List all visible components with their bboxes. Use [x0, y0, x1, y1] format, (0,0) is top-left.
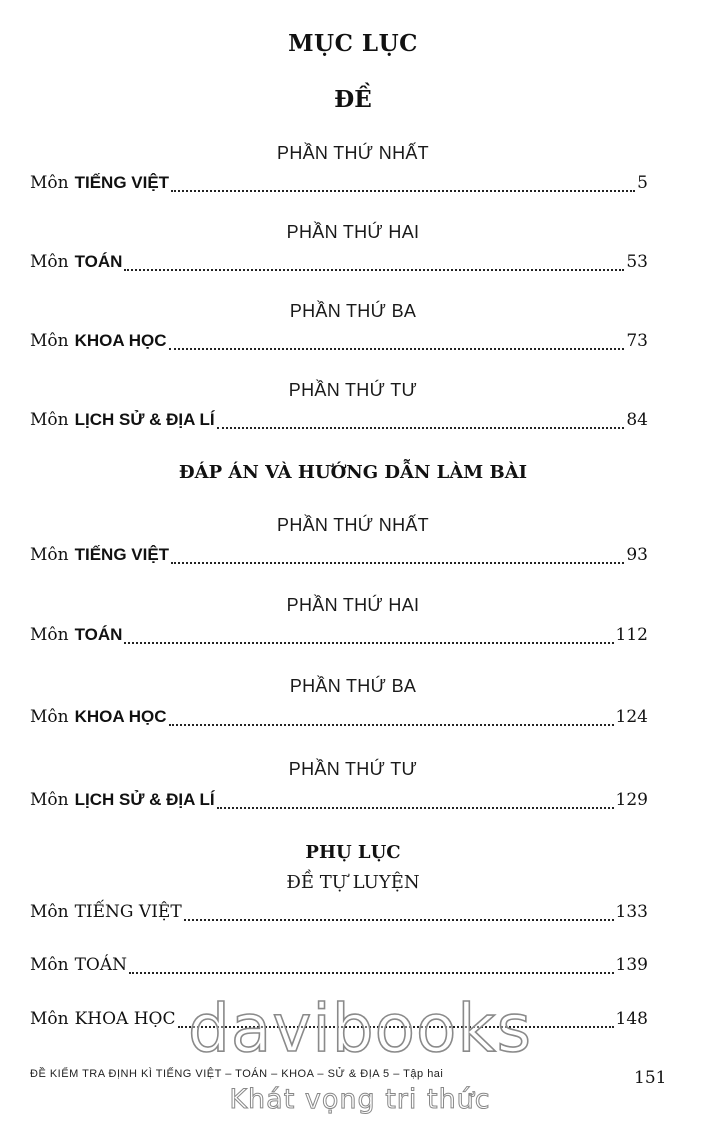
mon-label: Môn	[30, 173, 69, 193]
subject-name: TIẾNG VIỆT	[74, 173, 170, 192]
mon-label: Môn	[30, 252, 69, 272]
mon-label: Môn	[30, 790, 69, 810]
page-title: MỤC LỤC	[288, 30, 418, 57]
running-footer-title: ĐỀ KIỂM TRA ĐỊNH KÌ TIẾNG VIỆT – TOÁN – KHOA – SỬ & ĐỊA 5 – Tập hai	[30, 1068, 444, 1080]
appendix-subtitle: ĐỀ TỰ LUYỆN	[286, 872, 420, 893]
subject-name: KHOA HỌC	[74, 331, 167, 350]
mon-label: Môn	[30, 545, 69, 565]
toc-entry[interactable]	[30, 790, 648, 816]
section-heading-de: ĐỀ	[334, 86, 372, 113]
dot-leader	[217, 427, 625, 429]
dot-leader	[171, 190, 635, 192]
dot-leader	[217, 807, 614, 809]
mon-label: Môn	[30, 410, 69, 430]
dot-leader	[171, 562, 624, 564]
subject-name: TOÁN	[74, 252, 123, 271]
section-heading-answers: ĐÁP ÁN VÀ HƯỚNG DẪN LÀM BÀI	[178, 462, 528, 483]
mon-label: Môn	[30, 625, 69, 645]
toc-entry[interactable]	[30, 410, 648, 436]
page-number: 139	[615, 955, 648, 975]
mon-label: Môn	[30, 331, 69, 351]
part-heading: PHẦN THỨ BA	[289, 301, 417, 321]
subject-name: LỊCH SỬ & ĐỊA LÍ	[74, 790, 215, 809]
part-heading: PHẦN THỨ TƯ	[288, 380, 418, 400]
page-number: 129	[615, 790, 648, 810]
toc-entry[interactable]	[30, 331, 648, 357]
dot-leader	[124, 642, 613, 644]
dot-leader	[169, 348, 625, 350]
footer-page-number: 151	[634, 1068, 667, 1088]
mon-label: Môn	[30, 1009, 69, 1029]
dot-leader	[129, 972, 614, 974]
dot-leader	[124, 269, 624, 271]
toc-entry[interactable]	[30, 707, 648, 733]
mon-label: Môn	[30, 707, 69, 727]
page-number: 73	[626, 331, 648, 351]
part-heading: PHẦN THỨ NHẤT	[277, 143, 429, 163]
page-number: 148	[615, 1009, 648, 1029]
page-number: 124	[615, 707, 648, 727]
page-number: 133	[615, 902, 648, 922]
part-heading: PHẦN THỨ HAI	[286, 222, 420, 242]
part-heading: PHẦN THỨ HAI	[286, 595, 420, 615]
watermark-brand: davibooks	[188, 990, 532, 1067]
toc-entry[interactable]	[30, 545, 648, 571]
toc-entry[interactable]	[30, 252, 648, 278]
toc-entry[interactable]	[30, 625, 648, 651]
subject-name: TIẾNG VIỆT	[74, 545, 170, 564]
part-heading: PHẦN THỨ NHẤT	[277, 515, 429, 535]
mon-label: Môn	[30, 902, 69, 922]
subject-name: TOÁN	[74, 625, 123, 644]
page-number: 84	[626, 410, 648, 430]
toc-entry[interactable]	[30, 173, 648, 199]
page-number: 112	[615, 625, 648, 645]
part-heading: PHẦN THỨ TƯ	[288, 759, 418, 779]
toc-entry[interactable]	[30, 902, 648, 928]
part-heading: PHẦN THỨ BA	[289, 676, 417, 696]
dot-leader	[184, 919, 614, 921]
section-heading-appendix: PHỤ LỤC	[305, 842, 401, 863]
mon-label: Môn	[30, 955, 69, 975]
subject-name: TOÁN	[74, 955, 128, 975]
subject-name: KHOA HỌC	[74, 1009, 176, 1029]
subject-name: LỊCH SỬ & ĐỊA LÍ	[74, 410, 215, 429]
dot-leader	[169, 724, 614, 726]
toc-entry[interactable]	[30, 955, 648, 981]
watermark-tagline: Khát vọng tri thức	[229, 1084, 491, 1115]
page-number: 93	[626, 545, 648, 565]
page-number: 53	[626, 252, 648, 272]
subject-name: TIẾNG VIỆT	[74, 902, 182, 922]
page-number: 5	[637, 173, 648, 193]
subject-name: KHOA HỌC	[74, 707, 167, 726]
